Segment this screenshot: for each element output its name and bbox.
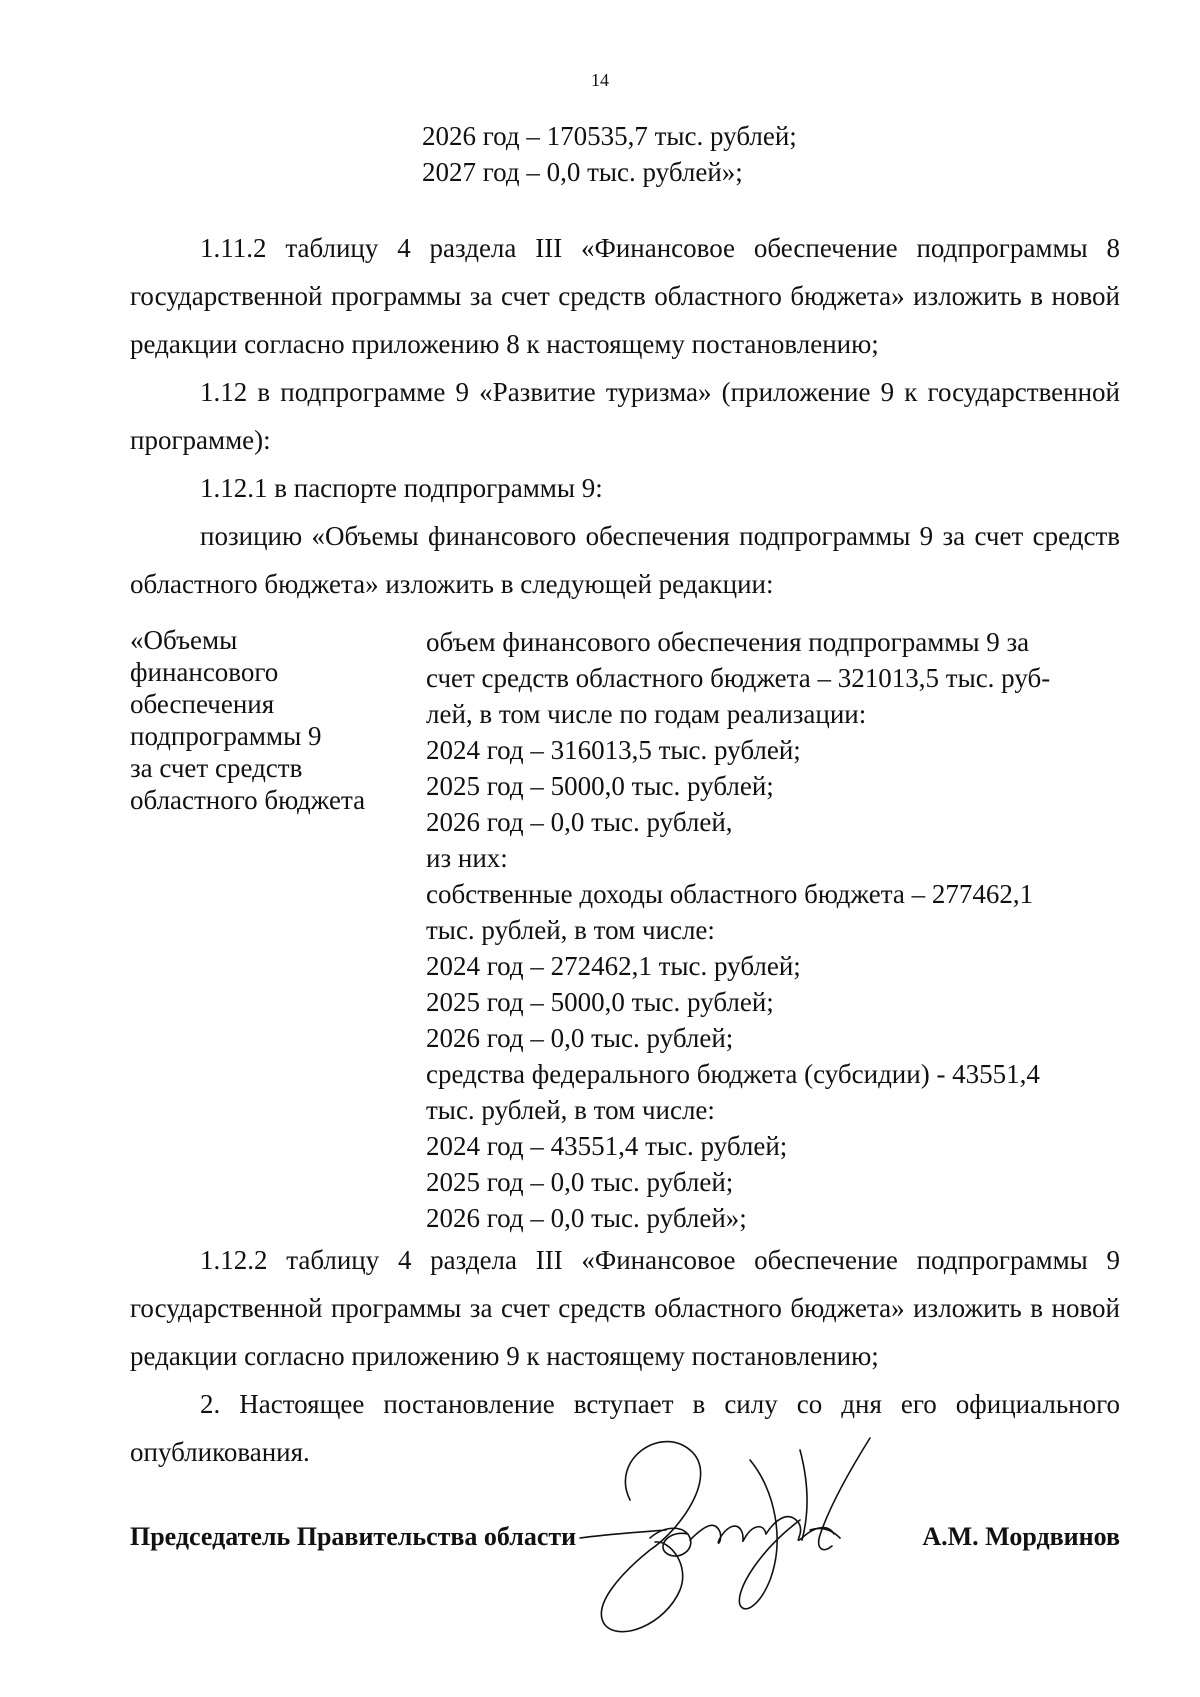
value-line: 2025 год – 0,0 тыс. рублей;: [426, 1167, 734, 1197]
label-line: «Объемы: [130, 625, 238, 655]
passport-position-value: [426, 624, 1120, 1236]
paragraph-2: 2. Настоящее постановление вступает в силу со дня его официального опубликования.: [130, 1389, 1120, 1467]
label-line: за счет средств: [130, 753, 303, 783]
value-line: тыс. рублей, в том числе:: [426, 915, 715, 945]
year-line: 2027 год – 0,0 тыс. рублей»;: [422, 157, 743, 187]
value-line: тыс. рублей, в том числе:: [426, 1095, 715, 1125]
value-line: 2026 год – 0,0 тыс. рублей;: [426, 1023, 734, 1053]
label-line: финансового: [130, 657, 279, 687]
label-line: подпрограммы 9: [130, 721, 322, 751]
value-line: 2026 год – 0,0 тыс. рублей»;: [426, 1203, 747, 1233]
passport-position-label: [130, 624, 410, 816]
year-line: 2026 год – 170535,7 тыс. рублей;: [422, 121, 797, 151]
value-line: лей, в том числе по годам реализации:: [426, 699, 867, 729]
value-line: объем финансового обеспечения подпрограммы 9 за: [426, 627, 1030, 657]
paragraph-1-12: 1.12 в подпрограмме 9 «Развитие туризма» (приложение 9 к государственной программе):: [130, 377, 1120, 455]
paragraph-position: позицию «Объемы финансового обеспечения подпрограммы 9 за счет средств областного бюджета» изложить в следующей редакции:: [130, 521, 1120, 599]
value-line: счет средств областного бюджета – 321013,5 тыс. руб-: [426, 663, 1051, 693]
continued-year-list: [422, 118, 797, 190]
value-line: средства федерального бюджета (субсидии) - 43551,4: [426, 1059, 1040, 1089]
label-line: обеспечения: [130, 689, 275, 719]
main-text: [130, 224, 1120, 608]
label-line: областного бюджета: [130, 785, 366, 815]
signatory-position: Председатель Правительства области: [130, 1522, 577, 1551]
value-line: собственные доходы областного бюджета – 277462,1: [426, 879, 1034, 909]
value-line: 2024 год – 272462,1 тыс. рублей;: [426, 951, 801, 981]
paragraph-1-11-2: 1.11.2 таблицу 4 раздела III «Финансовое обеспечение подпрограммы 8 государственной программы за счет средств областного бюджета» изложить в новой редакции согласно приложению 8 к настоящему постановлению;: [130, 233, 1120, 359]
handwritten-signature: [570, 1430, 900, 1640]
page-number: 14: [591, 70, 609, 90]
signatory-name: А.М. Мордвинов: [922, 1522, 1120, 1551]
value-line: 2025 год – 5000,0 тыс. рублей;: [426, 987, 774, 1017]
value-line: 2024 год – 43551,4 тыс. рублей;: [426, 1131, 788, 1161]
value-line: 2024 год – 316013,5 тыс. рублей;: [426, 735, 801, 765]
value-line: 2025 год – 5000,0 тыс. рублей;: [426, 771, 774, 801]
value-line: из них:: [426, 843, 508, 873]
value-line: 2026 год – 0,0 тыс. рублей,: [426, 807, 733, 837]
paragraph-1-12-1: 1.12.1 в паспорте подпрограммы 9:: [200, 473, 603, 503]
paragraph-1-12-2: 1.12.2 таблицу 4 раздела III «Финансовое обеспечение подпрограммы 9 государственной программы за счет средств областного бюджета» изложить в новой редакции согласно приложению 9 к настоящему постановлению;: [130, 1245, 1120, 1371]
